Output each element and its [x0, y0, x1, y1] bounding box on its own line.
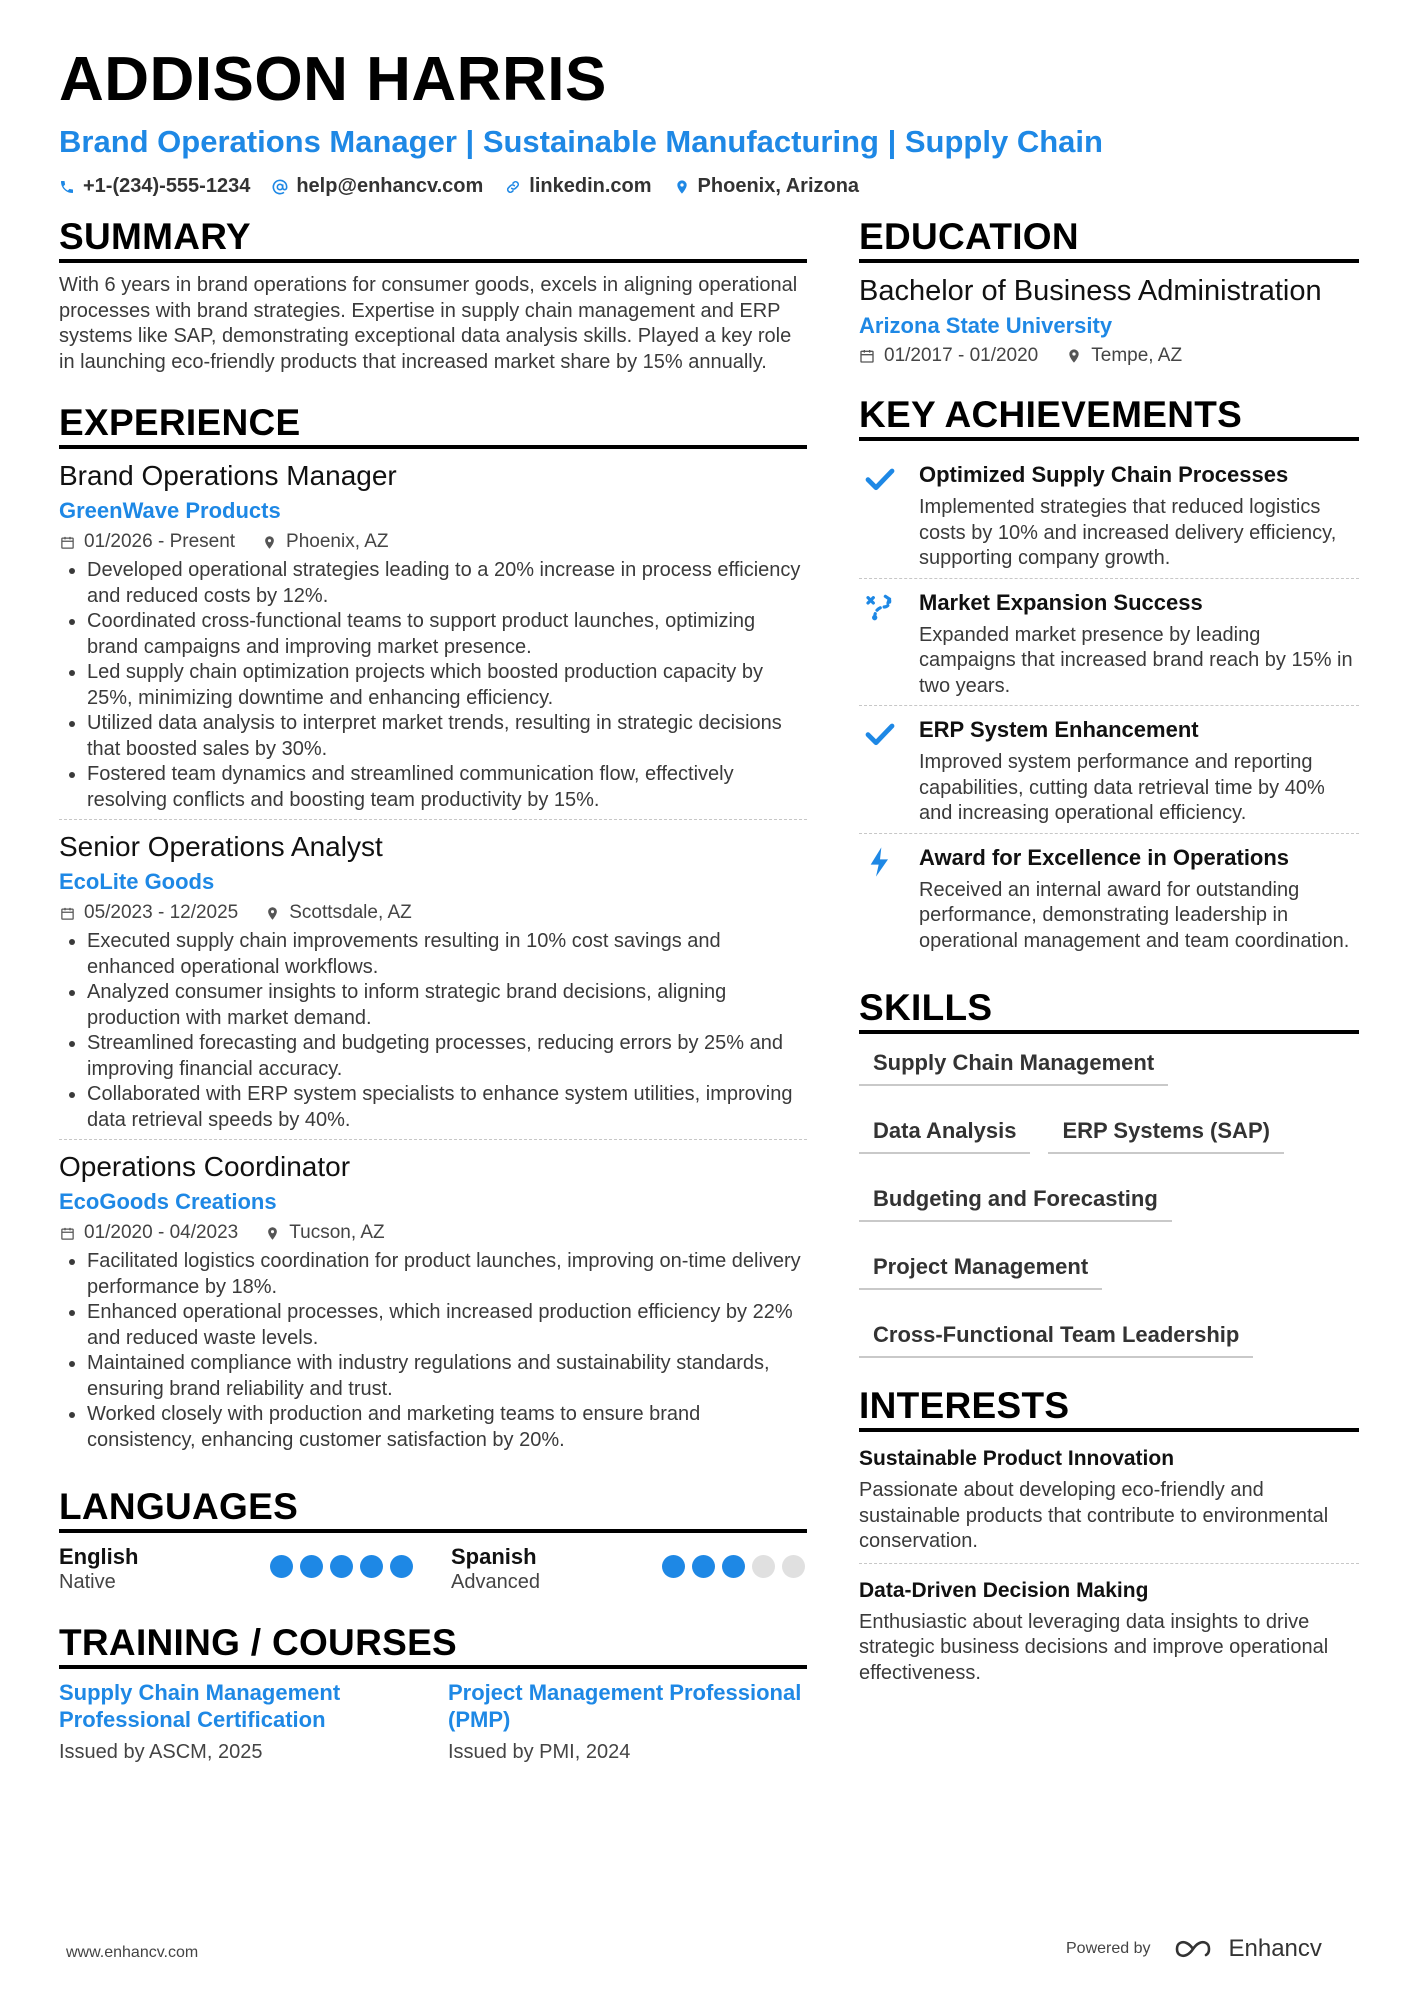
- rating-dot-filled: [270, 1555, 293, 1578]
- achievement-item: [859, 579, 1359, 707]
- education-heading: EDUCATION: [859, 215, 1359, 263]
- training-heading: TRAINING / COURSES: [59, 1621, 807, 1669]
- location-text: Phoenix, Arizona: [697, 175, 860, 197]
- achievement-desc: Implemented strategies that reduced logistics costs by 10% and increased delivery efficiency, supporting company growth.: [919, 496, 1337, 569]
- job-bullet: • Coordinated cross-functional teams to support product launches, optimizing brand campaigns and improving market presence.: [87, 609, 807, 660]
- candidate-name: ADDISON HARRIS: [59, 45, 607, 114]
- job-company: EcoGoods Creations: [59, 1189, 277, 1214]
- check-icon: [859, 716, 901, 827]
- calendar-icon: [59, 534, 75, 550]
- brand-logo[interactable]: [1173, 1935, 1322, 1963]
- check-icon: [859, 461, 901, 572]
- language-item: [59, 1543, 413, 1595]
- brand-name: Enhancv: [1228, 1935, 1322, 1962]
- path-icon: [859, 589, 901, 700]
- training-section: [59, 1621, 807, 1764]
- experience-heading: EXPERIENCE: [59, 401, 807, 449]
- rating-dot-filled: [722, 1555, 745, 1578]
- phone-icon: [59, 179, 75, 195]
- summary-section: [59, 215, 807, 375]
- rating-dot-filled: [330, 1555, 353, 1578]
- language-item: [451, 1543, 805, 1595]
- job-dates: 01/2026 - Present: [84, 531, 236, 552]
- job-entry: [59, 830, 807, 1140]
- education-section: [859, 215, 1359, 367]
- language-name: Spanish: [451, 1544, 537, 1569]
- skill-tag: Data Analysis: [859, 1112, 1030, 1154]
- job-bullets: [59, 1249, 807, 1453]
- interests-section: [859, 1384, 1359, 1694]
- job-bullet: • Streamlined forecasting and budgeting processes, reducing errors by 25% and improving financial accuracy.: [87, 1031, 807, 1082]
- job-bullet: • Collaborated with ERP system specialists to enhance system utilities, improving data retrieval speeds by 40%.: [87, 1082, 807, 1133]
- language-level: Native: [59, 1571, 116, 1593]
- contact-location: [674, 175, 860, 198]
- languages-heading: LANGUAGES: [59, 1485, 807, 1533]
- education-dates: 01/2017 - 01/2020: [884, 345, 1039, 366]
- achievements-section: [859, 393, 1359, 960]
- location-pin-icon: [674, 179, 690, 195]
- rating-dot-filled: [360, 1555, 383, 1578]
- location-pin-icon: [1066, 348, 1082, 364]
- skill-tag: Supply Chain Management: [859, 1044, 1168, 1086]
- phone-text: +1-(234)-555-1234: [83, 175, 251, 197]
- enhancv-logo-icon: [1173, 1937, 1219, 1961]
- rating-dot-empty: [752, 1555, 775, 1578]
- powered-by-text: Powered by: [1066, 1940, 1151, 1957]
- job-bullet: • Maintained compliance with industry regulations and sustainability standards, ensuring brand reliability and trust.: [87, 1351, 807, 1402]
- job-bullets: [59, 929, 807, 1133]
- contact-linkedin[interactable]: [505, 175, 651, 198]
- bolt-icon: [859, 844, 901, 955]
- job-bullet: • Developed operational strategies leading to a 20% increase in process efficiency and reduced costs by 12%.: [87, 558, 807, 609]
- job-entry: [59, 1150, 807, 1459]
- achievement-desc: Received an internal award for outstanding performance, demonstrating leadership in operational management and team coordination.: [919, 878, 1350, 952]
- calendar-icon: [59, 905, 75, 921]
- linkedin-text: linkedin.com: [529, 175, 652, 197]
- interests-heading: INTERESTS: [859, 1384, 1359, 1432]
- right-column: [859, 215, 1359, 1720]
- education-school: Arizona State University: [859, 313, 1113, 338]
- skill-tag: Project Management: [859, 1248, 1102, 1290]
- link-icon: [505, 179, 521, 195]
- job-meta: [59, 901, 807, 925]
- left-column: [59, 215, 807, 1790]
- job-title: Senior Operations Analyst: [59, 831, 383, 862]
- contact-phone[interactable]: [59, 175, 250, 198]
- summary-text: With 6 years in brand operations for consumer goods, excels in aligning operational processes with brand strategies. Expertise in supply chain management and ERP systems like SAP, demonstrating exceptional data analysis skills. Played a key role in launching eco-friendly products that increased market share by 15% annually.: [59, 274, 798, 373]
- location-pin-icon: [264, 1225, 280, 1241]
- achievement-item: [859, 706, 1359, 834]
- job-bullet: • Enhanced operational processes, which increased production efficiency by 22% and reduced waste levels.: [87, 1300, 807, 1351]
- job-meta: [59, 530, 807, 554]
- summary-heading: SUMMARY: [59, 215, 807, 263]
- job-bullet: • Utilized data analysis to interpret market trends, resulting in strategic decisions that boosted sales by 30%.: [87, 711, 807, 762]
- job-title: Brand Operations Manager: [59, 460, 397, 491]
- job-meta: [59, 1221, 807, 1245]
- job-bullet: • Worked closely with production and marketing teams to ensure brand consistency, enhancing customer satisfaction by 20%.: [87, 1402, 807, 1453]
- skills-section: [859, 986, 1359, 1358]
- course-issuer: Issued by ASCM, 2025: [59, 1741, 263, 1763]
- contact-bar: [59, 175, 1359, 198]
- calendar-icon: [859, 348, 875, 364]
- achievement-title: Market Expansion Success: [919, 589, 1203, 615]
- interest-title: Data-Driven Decision Making: [859, 1578, 1149, 1602]
- job-entry: [59, 459, 807, 820]
- interest-item: [859, 1574, 1359, 1695]
- education-degree: Bachelor of Business Administration: [859, 275, 1322, 307]
- skill-tag: Cross-Functional Team Leadership: [859, 1316, 1253, 1358]
- calendar-icon: [59, 1225, 75, 1241]
- languages-list: [59, 1543, 807, 1595]
- language-level: Advanced: [451, 1571, 540, 1593]
- interest-item: [859, 1442, 1359, 1564]
- skills-list: [859, 1044, 1359, 1358]
- header: [59, 45, 1359, 198]
- achievement-item: [859, 834, 1359, 961]
- achievement-title: Award for Excellence in Operations: [919, 844, 1290, 870]
- job-location: Phoenix, AZ: [286, 531, 389, 552]
- course-title: Supply Chain Management Professional Certification: [59, 1680, 341, 1732]
- achievement-desc: Expanded market presence by leading campaigns that increased brand reach by 15% in two years.: [919, 623, 1353, 697]
- course-item: [448, 1679, 807, 1764]
- rating-dot-filled: [390, 1555, 413, 1578]
- achievement-title: Optimized Supply Chain Processes: [919, 462, 1289, 487]
- interest-title: Sustainable Product Innovation: [859, 1447, 1175, 1470]
- footer-website[interactable]: www.enhancv.com: [66, 1944, 199, 1961]
- location-pin-icon: [264, 905, 280, 921]
- job-title: Operations Coordinator: [59, 1151, 351, 1182]
- at-icon: [272, 179, 288, 195]
- course-issuer: Issued by PMI, 2024: [448, 1741, 631, 1763]
- job-dates: 01/2020 - 04/2023: [84, 1222, 239, 1243]
- experience-section: [59, 401, 807, 1459]
- contact-email[interactable]: [272, 175, 483, 198]
- rating-dot-filled: [692, 1555, 715, 1578]
- job-bullet: • Analyzed consumer insights to inform strategic brand decisions, aligning production with market demand.: [87, 980, 807, 1031]
- job-company: EcoLite Goods: [59, 869, 215, 894]
- location-pin-icon: [261, 534, 277, 550]
- courses-list: [59, 1679, 807, 1764]
- job-company: GreenWave Products: [59, 498, 281, 523]
- skills-heading: SKILLS: [859, 986, 1359, 1034]
- languages-section: [59, 1485, 807, 1595]
- job-location: Tucson, AZ: [289, 1222, 385, 1243]
- rating-dot-filled: [300, 1555, 323, 1578]
- language-rating: [270, 1555, 413, 1595]
- skill-tag: Budgeting and Forecasting: [859, 1180, 1172, 1222]
- language-name: English: [59, 1544, 139, 1569]
- footer-branding: [1066, 1935, 1322, 1963]
- course-title: Project Management Professional (PMP): [448, 1680, 802, 1732]
- education-location: Tempe, AZ: [1091, 345, 1183, 366]
- job-dates: 05/2023 - 12/2025: [84, 902, 239, 923]
- rating-dot-filled: [662, 1555, 685, 1578]
- job-bullets: [59, 558, 807, 813]
- job-location: Scottsdale, AZ: [289, 902, 412, 923]
- candidate-title: Brand Operations Manager | Sustainable Manufacturing | Supply Chain: [59, 124, 1103, 159]
- interest-desc: Enthusiastic about leveraging data insights to drive strategic business decisions and improve operational effectiveness.: [859, 1610, 1329, 1684]
- achievement-desc: Improved system performance and reporting capabilities, cutting data retrieval time by 40% and increasing operational efficiency.: [919, 751, 1325, 824]
- job-bullet: • Facilitated logistics coordination for product launches, improving on-time delivery performance by 18%.: [87, 1249, 807, 1300]
- course-item: [59, 1679, 418, 1764]
- education-meta: [859, 345, 1359, 367]
- rating-dot-empty: [782, 1555, 805, 1578]
- email-text: help@enhancv.com: [296, 175, 484, 197]
- language-rating: [662, 1555, 805, 1595]
- achievement-item: [859, 451, 1359, 579]
- achievement-title: ERP System Enhancement: [919, 717, 1199, 742]
- job-bullet: • Executed supply chain improvements resulting in 10% cost savings and enhanced operational workflows.: [87, 929, 807, 980]
- skill-tag: ERP Systems (SAP): [1048, 1112, 1283, 1154]
- achievements-heading: KEY ACHIEVEMENTS: [859, 393, 1359, 441]
- job-bullet: • Led supply chain optimization projects which boosted production capacity by 25%, minimizing downtime and enhancing efficiency.: [87, 660, 807, 711]
- job-bullet: • Fostered team dynamics and streamlined communication flow, effectively resolving conflicts and boosting team productivity by 15%.: [87, 762, 807, 813]
- interest-desc: Passionate about developing eco-friendly and sustainable products that contribute to environmental conservation.: [859, 1479, 1329, 1552]
